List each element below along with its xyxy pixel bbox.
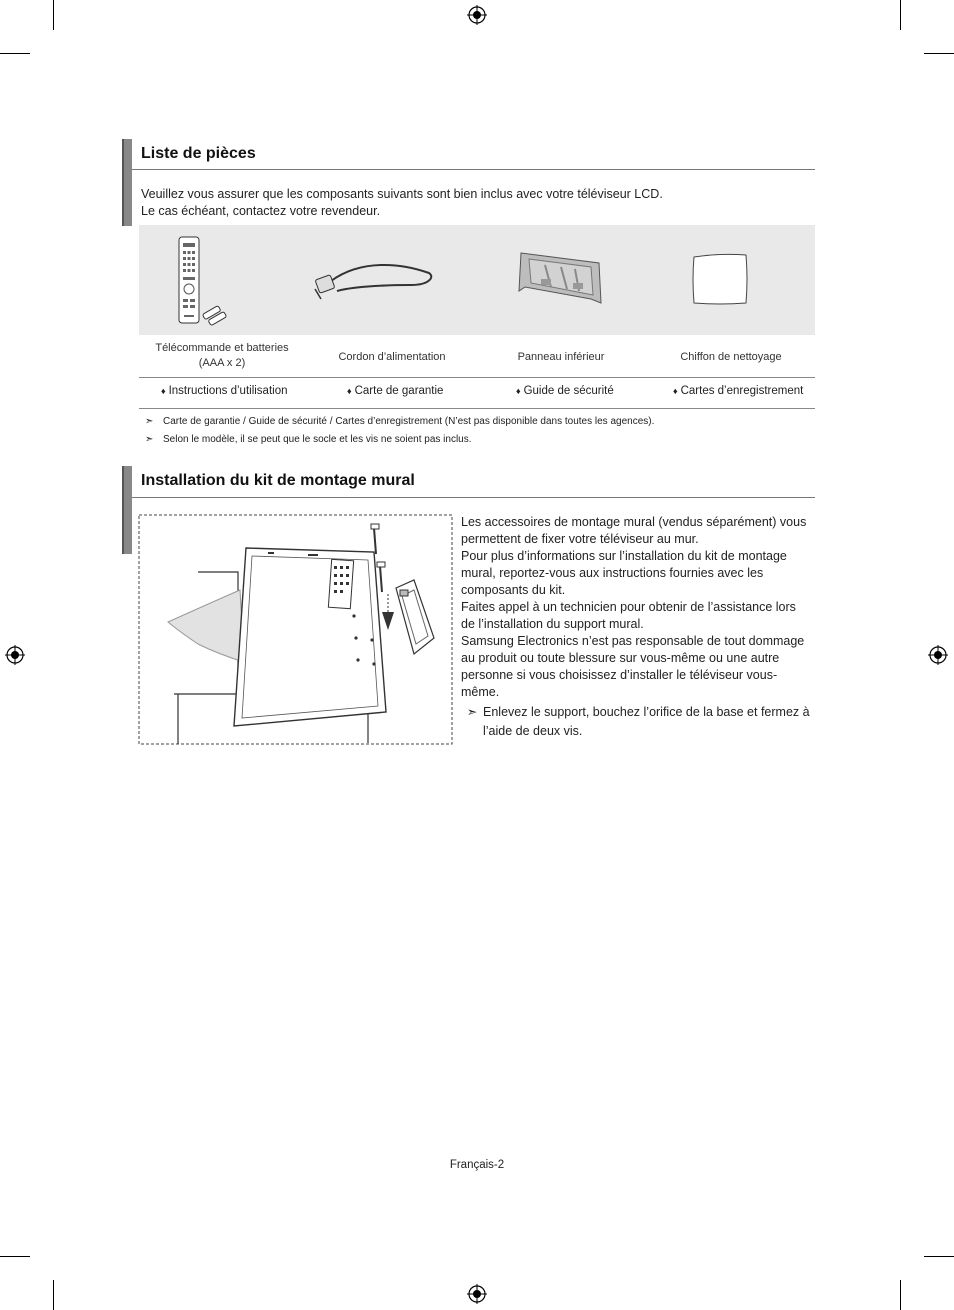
registration-mark-icon <box>928 645 948 665</box>
part-label: Panneau inférieur <box>517 351 605 363</box>
paragraph: Samsung Electronics n’est pas responsable de tout dommage au produit ou toute blessure sur vous-même ou une autre personne si vous choisissez d’installer le téléviseur vous-même. <box>461 634 805 699</box>
bottom-panel-icon <box>515 247 607 307</box>
section-rule <box>132 497 815 498</box>
diamond-bullet-icon: ♦ <box>347 386 352 396</box>
crop-mark <box>924 1256 954 1257</box>
note-text: Selon le modèle, il se peut que le socle et les vis ne soient pas inclus. <box>163 434 472 445</box>
diamond-bullet-icon: ♦ <box>516 386 521 396</box>
remote-control-icon <box>175 235 231 327</box>
registration-mark-icon <box>467 5 487 25</box>
registration-mark-icon <box>5 645 25 665</box>
accessory-label: Guide de sécurité <box>523 385 614 397</box>
paragraph: Pour plus d’informations sur l’installation du kit de montage mural, reportez-vous aux instructions fournies avec les composants du kit. <box>461 549 787 597</box>
part-label: Chiffon de nettoyage <box>680 351 782 363</box>
accessory-label: Cartes d’enregistrement <box>680 385 804 397</box>
part-label: Cordon d’alimentation <box>338 351 446 363</box>
wall-mount-text <box>461 514 811 741</box>
diamond-bullet-icon: ♦ <box>673 386 678 396</box>
accessory-item <box>673 385 803 397</box>
accessory-label: Instructions d’utilisation <box>168 385 288 397</box>
crop-mark <box>900 1280 901 1310</box>
crop-mark <box>900 0 901 30</box>
note-arrow-icon: ➣ <box>466 705 478 719</box>
note-arrow-icon: ➣ <box>145 416 154 427</box>
crop-mark <box>0 53 30 54</box>
note-text: Carte de garantie / Guide de sécurité / Cartes d’enregistrement (N’est pas disponible dans toutes les agences). <box>163 416 655 427</box>
crop-mark <box>924 53 954 54</box>
accessory-item <box>161 385 288 397</box>
note-arrow-icon: ➣ <box>145 434 154 445</box>
accessory-label: Carte de garantie <box>354 385 444 397</box>
section-title-parts: Liste de pièces <box>141 145 256 162</box>
part-label-line: Télécommande et batteries <box>155 342 289 354</box>
wall-mount-illustration <box>138 514 453 745</box>
accessory-item <box>347 385 443 397</box>
page-number: Français-2 <box>449 1159 505 1171</box>
crop-mark <box>0 1256 30 1257</box>
section-rule <box>132 169 815 170</box>
section-bar <box>122 139 132 226</box>
power-cord-icon <box>311 255 437 305</box>
accessory-item <box>516 385 614 397</box>
crop-mark <box>53 1280 54 1310</box>
note-item <box>145 434 472 445</box>
parts-intro <box>141 186 663 220</box>
cleaning-cloth-icon <box>690 251 750 307</box>
paragraph: Faites appel à un technicien pour obtenir de l’assistance lors de l’installation du support mural. <box>461 600 796 631</box>
section-bar <box>122 466 132 554</box>
note-item <box>461 703 811 741</box>
paragraph: Les accessoires de montage mural (vendus séparément) vous permettent de fixer votre téléviseur au mur. <box>461 515 807 546</box>
part-label <box>139 341 305 371</box>
table-rule <box>139 408 815 409</box>
table-rule <box>139 377 815 378</box>
intro-line: Veuillez vous assurer que les composants suivants sont bien inclus avec votre téléviseur LCD. <box>141 187 663 201</box>
intro-line: Le cas échéant, contactez votre revendeur. <box>141 204 381 218</box>
parts-image-band <box>139 225 815 335</box>
section-title-wall: Installation du kit de montage mural <box>141 472 415 489</box>
crop-mark <box>53 0 54 30</box>
registration-mark-icon <box>467 1284 487 1304</box>
note-item <box>145 416 654 427</box>
part-label-line: (AAA x 2) <box>198 357 246 369</box>
diamond-bullet-icon: ♦ <box>161 386 166 396</box>
note-text: Enlevez le support, bouchez l’orifice de la base et fermez à l’aide de deux vis. <box>483 705 810 738</box>
